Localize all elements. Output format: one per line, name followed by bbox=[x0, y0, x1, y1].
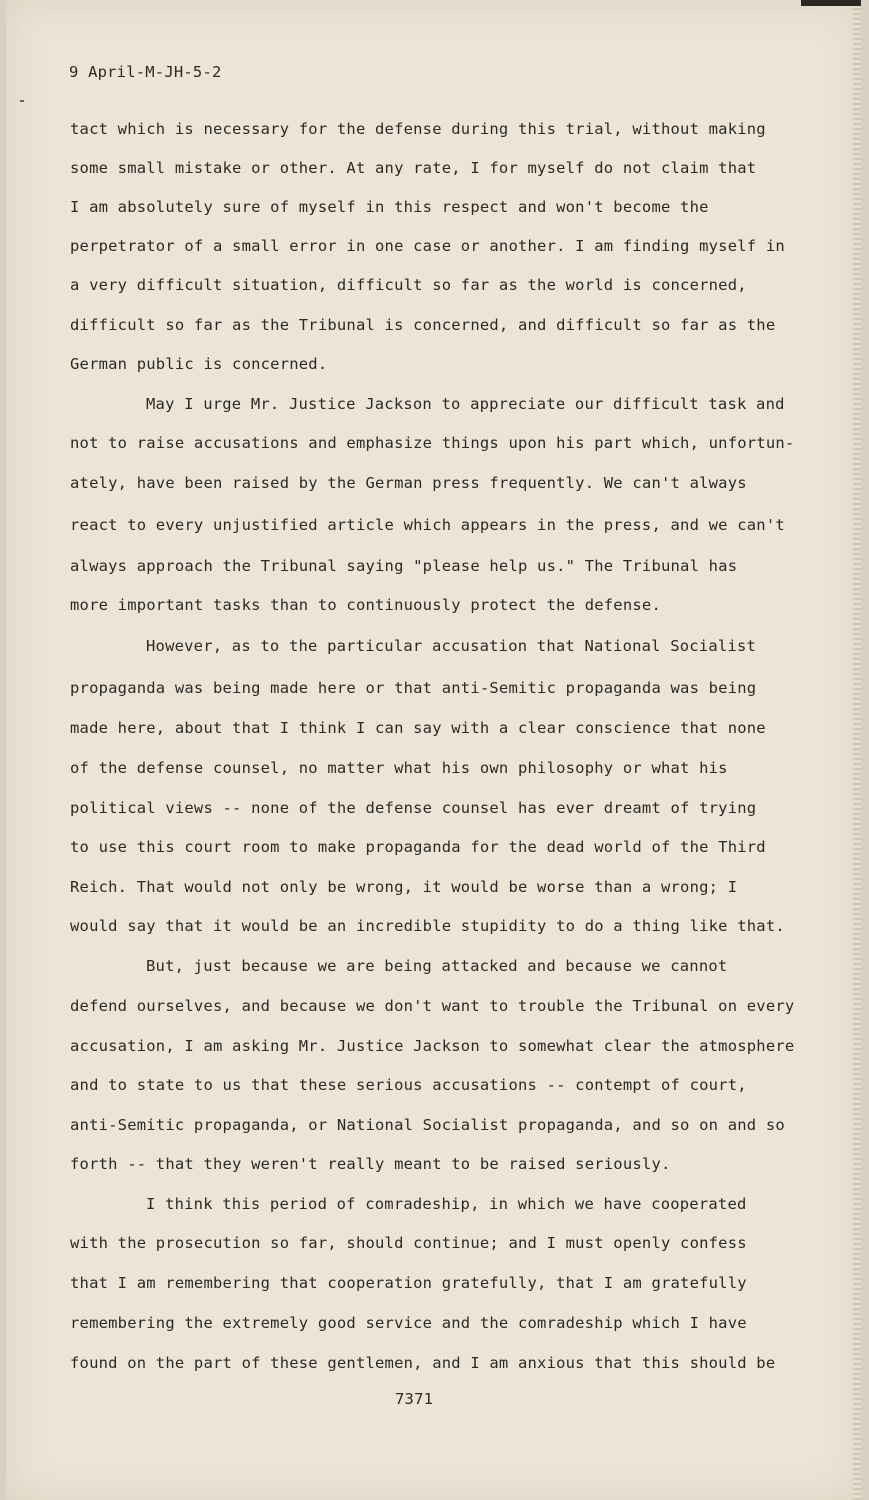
text-line: of the defense counsel, no matter what his own philosophy or what his bbox=[70, 759, 728, 777]
text-line: and to state to us that these serious accusations -- contempt of court, bbox=[70, 1076, 747, 1094]
text-line: found on the part of these gentlemen, and I am anxious that this should be bbox=[70, 1354, 776, 1372]
text-line: I am absolutely sure of myself in this respect and won't become the bbox=[70, 198, 709, 216]
paragraph-first-line: I think this period of comradeship, in which we have cooperated bbox=[146, 1195, 747, 1213]
text-line: accusation, I am asking Mr. Justice Jackson to somewhat clear the atmosphere bbox=[70, 1037, 795, 1055]
text-line: ately, have been raised by the German press frequently. We can't always bbox=[70, 474, 747, 492]
text-line: remembering the extremely good service and the comradeship which I have bbox=[70, 1314, 747, 1332]
text-line: anti-Semitic propaganda, or National Socialist propaganda, and so on and so bbox=[70, 1116, 785, 1134]
margin-mark bbox=[20, 100, 24, 102]
paragraph-first-line: May I urge Mr. Justice Jackson to appreciate our difficult task and bbox=[146, 395, 785, 413]
page-number: 7371 bbox=[395, 1390, 434, 1408]
page-header: 9 April-M-JH-5-2 bbox=[69, 63, 222, 81]
text-line: more important tasks than to continuously protect the defense. bbox=[70, 596, 661, 614]
text-line: always approach the Tribunal saying "please help us." The Tribunal has bbox=[70, 557, 738, 575]
text-line: made here, about that I think I can say with a clear conscience that none bbox=[70, 719, 766, 737]
text-line: a very difficult situation, difficult so far as the world is concerned, bbox=[70, 276, 747, 294]
paragraph-first-line: But, just because we are being attacked and because we cannot bbox=[146, 957, 728, 975]
text-line: propaganda was being made here or that anti-Semitic propaganda was being bbox=[70, 679, 757, 697]
text-line: perpetrator of a small error in one case or another. I am finding myself in bbox=[70, 237, 785, 255]
paragraph-first-line: However, as to the particular accusation that National Socialist bbox=[146, 637, 757, 655]
text-line: defend ourselves, and because we don't want to trouble the Tribunal on every bbox=[70, 997, 795, 1015]
text-line: some small mistake or other. At any rate, I for myself do not claim that bbox=[70, 159, 757, 177]
text-line: German public is concerned. bbox=[70, 355, 328, 373]
text-line: not to raise accusations and emphasize things upon his part which, unfortun- bbox=[70, 434, 795, 452]
text-line: to use this court room to make propaganda for the dead world of the Third bbox=[70, 838, 766, 856]
text-line: tact which is necessary for the defense during this trial, without making bbox=[70, 120, 766, 138]
text-line: react to every unjustified article which appears in the press, and we can't bbox=[70, 516, 785, 534]
text-line: forth -- that they weren't really meant to be raised seriously. bbox=[70, 1155, 671, 1173]
binding-mark bbox=[801, 0, 861, 6]
text-line: Reich. That would not only be wrong, it would be worse than a wrong; I bbox=[70, 878, 738, 896]
text-line: would say that it would be an incredible stupidity to do a thing like that. bbox=[70, 917, 785, 935]
text-line: difficult so far as the Tribunal is concerned, and difficult so far as the bbox=[70, 316, 776, 334]
text-line: that I am remembering that cooperation gratefully, that I am gratefully bbox=[70, 1274, 747, 1292]
text-line: political views -- none of the defense counsel has ever dreamt of trying bbox=[70, 799, 757, 817]
perforated-edge bbox=[853, 0, 861, 1500]
text-line: with the prosecution so far, should continue; and I must openly confess bbox=[70, 1234, 747, 1252]
